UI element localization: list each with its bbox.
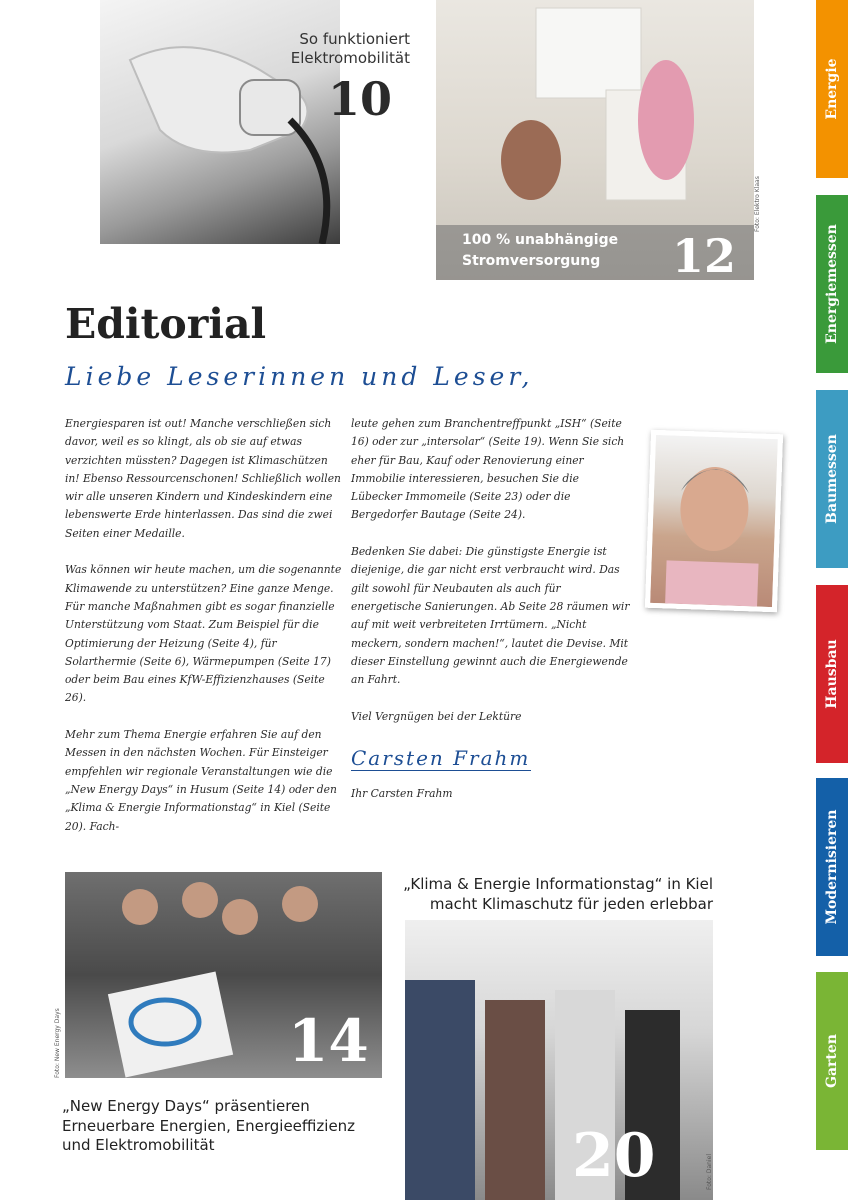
- handwritten-signature: Carsten Frahm: [351, 746, 531, 770]
- handwritten-greeting: Liebe Leserinnen und Leser,: [65, 362, 534, 391]
- klima-photo-credit: Foto: Daniel: [706, 1154, 713, 1190]
- page-number-20: 20: [572, 1121, 656, 1191]
- home-caption-line2: Stromversorgung: [462, 253, 601, 269]
- author-portrait: [645, 430, 783, 612]
- paragraph: Mehr zum Thema Energie erfahren Sie auf den Messen in den nächsten Wochen. Für Einsteiger empfehlen wir regionale Veranstaltungen wie die „New Energy Days“ in Husum (Seite 14) oder den „Klima & Energie Informationstag“ in Kiel (Seite 20). Fach-: [65, 728, 337, 833]
- home-caption: [462, 230, 618, 272]
- klima-caption-line1: „Klima & Energie Informationstag“ in Kiel: [403, 875, 713, 893]
- tab-energiemessen[interactable]: [816, 195, 848, 373]
- paragraph: leute gehen zum Branchentreffpunkt „ISH“ (Seite 16) oder zur „intersolar“ (Seite 19). Wenn Sie sich eher für Bau, Kauf oder Renovierung einer Immobilie interessieren, besuchen Sie die Lübecker Immomeile (Seite 23) oder die Bergedorfer Bautage (Seite 24).: [351, 417, 625, 522]
- tab-modernisieren[interactable]: [816, 778, 848, 956]
- signature-underline: [351, 770, 531, 771]
- tab-label: Garten: [824, 1034, 840, 1088]
- page-title: Editorial: [65, 300, 267, 348]
- paragraph: Was können wir heute machen, um die sogenannte Klimawende zu unterstützen? Eine ganze Menge. Für manche Maßnahmen gibt es sogar finanzielle Unterstützung vom Staat. Zum Beispiel für die Optimierung der Heizung (Seite 4), für Solarthermie (Seite 6), Wärmepumpen (Seite 17) oder beim Bau eines KfW-Effizienzhauses (Seite 26).: [65, 563, 342, 705]
- editorial-column-1: [65, 415, 342, 854]
- page-number-10: 10: [328, 72, 393, 126]
- tab-label: Hausbau: [824, 639, 840, 709]
- tab-label: Modernisieren: [824, 809, 840, 925]
- energy-days-caption-line2: Erneuerbare Energien, Energieeffizienz: [62, 1116, 356, 1135]
- tab-hausbau[interactable]: [816, 585, 848, 763]
- klima-caption-line2: macht Klimaschutz für jeden erlebbar: [429, 894, 713, 913]
- tab-label: Baumessen: [824, 434, 840, 524]
- home-caption-line1: 100 % unabhängige: [462, 232, 619, 248]
- tab-label: Energiemessen: [824, 224, 840, 344]
- energy-days-photo-credit: Foto: New Energy Days: [54, 1008, 61, 1078]
- tab-energie[interactable]: [816, 0, 848, 178]
- ev-caption-line2: Elektromobilität: [290, 49, 410, 67]
- author-signoff: Ihr Carsten Frahm: [351, 787, 453, 800]
- energy-days-caption-line3: und Elektromobilität: [62, 1136, 215, 1154]
- klima-caption: [403, 875, 713, 914]
- page-number-14: 14: [288, 1007, 369, 1075]
- paragraph: Energiesparen ist out! Manche verschließen sich davor, weil es so klingt, als ob sie auf etwas verzichten müssten? Dagegen ist Klimaschützen in! Ebenso Ressourcenschonen! Schließlich wollen wir alle unseren Kindern und Kindeskindern eine lebenswerte Erde hinterlassen. Das sind die zwei Seiten einer Medaille.: [65, 417, 341, 540]
- home-photo-credit: Foto: Elektro Klaas: [754, 176, 761, 232]
- tab-label: Energie: [824, 58, 840, 120]
- paragraph: Bedenken Sie dabei: Die günstigste Energie ist diejenige, die gar nicht erst verbraucht wird. Das gilt sowohl für Neubauten als auch für energetische Sanierungen. Ab Seite 28 räumen wir auf mit weit verbreiteten Irrtümern. „Nicht meckern, sondern machen!“, lautet die Devise. Mit dieser Einstellung gewinnt auch die Energiewende an Fahrt.: [351, 545, 630, 687]
- klima-info-day-photo: [405, 920, 713, 1200]
- tab-baumessen[interactable]: [816, 390, 848, 568]
- energy-days-caption: [62, 1097, 355, 1156]
- tab-garten[interactable]: [816, 972, 848, 1150]
- energy-days-caption-line1: „New Energy Days“ präsentieren: [62, 1097, 310, 1115]
- paragraph: Viel Vergnügen bei der Lektüre: [351, 709, 522, 723]
- page-number-12: 12: [672, 229, 737, 283]
- ev-caption: [240, 30, 410, 68]
- ev-caption-line1: So funktioniert: [299, 30, 410, 48]
- editorial-column-2: [351, 415, 631, 744]
